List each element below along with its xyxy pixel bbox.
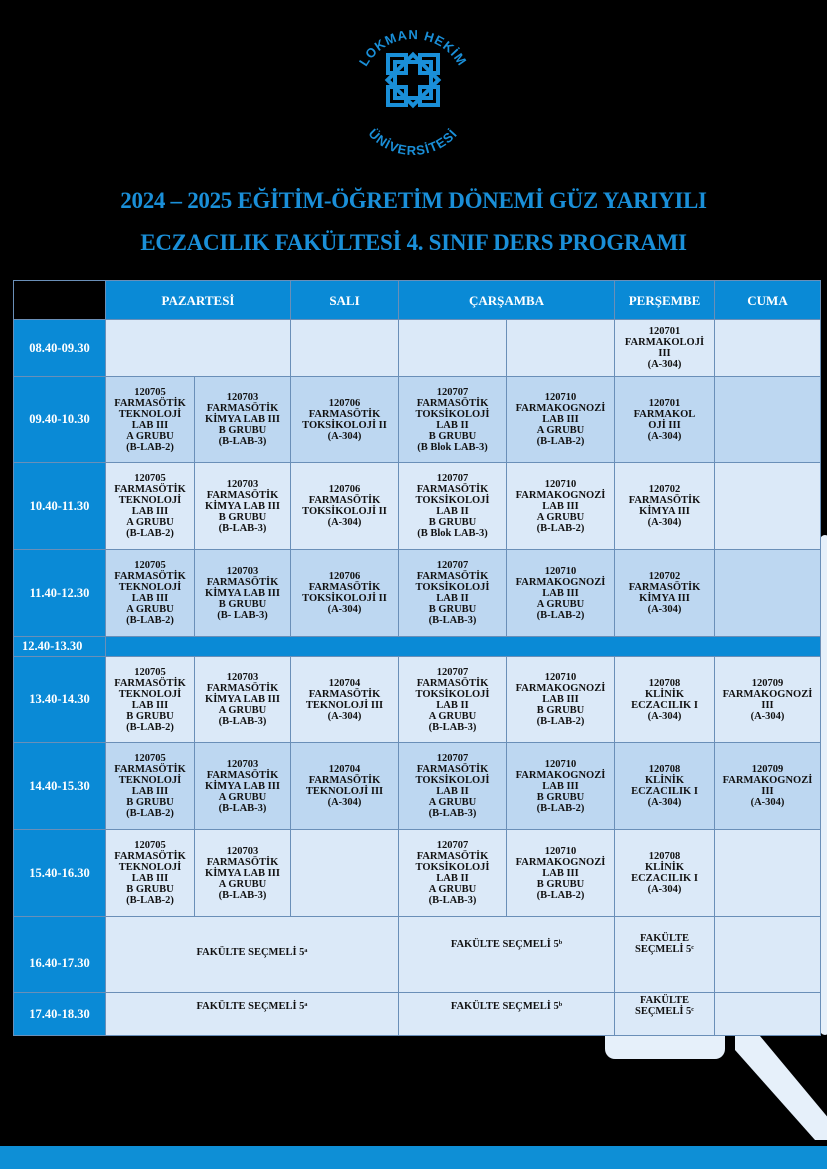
course-line: FARMAKOGNOZİ — [722, 688, 813, 700]
course-line: (B-LAB-2) — [536, 609, 585, 621]
course-line: FARMASÖTİK — [206, 769, 279, 781]
time-cell: 08.40-09.30 — [14, 320, 106, 377]
course-line: A GRUBU — [126, 430, 174, 442]
course-line: 120705 — [134, 666, 166, 678]
day-header: CUMA — [715, 281, 821, 320]
course-line: TEKNOLOJİ III — [305, 786, 384, 797]
empty-cell — [715, 993, 821, 1036]
course-line: FARMAKOGNOZİ — [515, 683, 606, 694]
course-line: TOKSİKOLOJİ — [415, 775, 490, 786]
course-line: KİMYA III — [639, 593, 690, 604]
logo-bottom-text: ÜNİVERSİTESİ — [365, 125, 461, 159]
course-line: (B-LAB-3) — [218, 889, 267, 901]
course-line: 120703 — [226, 392, 259, 403]
course-line: (A-304) — [647, 517, 682, 528]
page-title: 2024 – 2025 EĞİTİM-ÖĞRETİM DÖNEMİ GÜZ YARIYILI — [120, 188, 707, 213]
empty-cell — [715, 830, 821, 917]
course-cell — [399, 830, 507, 917]
course-line: 120705 — [134, 753, 166, 764]
course-line: (A-304) — [327, 797, 362, 808]
course-line: FARMASÖTİK — [416, 397, 489, 409]
course-line: (A-304) — [327, 710, 362, 722]
course-line: (B-LAB-3) — [218, 436, 267, 447]
course-line: TEKNOLOJİ — [118, 688, 182, 700]
empty-cell — [507, 320, 615, 377]
course-line: (B-LAB-2) — [126, 721, 174, 733]
course-cell — [507, 830, 615, 917]
course-line: A GRUBU — [218, 878, 267, 890]
header-row — [14, 281, 821, 320]
course-cell — [195, 463, 291, 550]
course-line: 120709 — [751, 677, 784, 689]
lunch-break-cell — [106, 637, 821, 657]
course-line: (B Blok LAB-3) — [417, 528, 488, 539]
course-line: 120702 — [648, 571, 681, 582]
course-line: (B-LAB-2) — [536, 716, 585, 727]
empty-cell — [715, 917, 821, 993]
course-cell — [106, 377, 195, 463]
page-subtitle: ECZACILIK FAKÜLTESİ 4. SINIF DERS PROGRAMI — [140, 230, 687, 255]
course-line: FARMAKOGNOZİ — [515, 769, 606, 781]
course-line: 120702 — [648, 484, 681, 495]
course-cell — [291, 550, 399, 637]
elective-cell — [615, 993, 715, 1036]
course-line: FARMASÖTİK — [206, 856, 279, 868]
course-line: FARMAKOL — [633, 408, 696, 420]
course-line: A GRUBU — [126, 517, 174, 528]
table-row — [14, 743, 821, 830]
course-line: FARMAKOGNOZİ — [515, 403, 606, 414]
course-line: 120701 — [648, 326, 681, 337]
time-cell: 14.40-15.30 — [14, 743, 106, 830]
table-row — [14, 993, 821, 1036]
course-cell — [291, 657, 399, 743]
course-line: LAB II — [436, 419, 469, 431]
course-line: 120704 — [328, 677, 361, 689]
course-line: FARMAKOGNOZİ — [515, 489, 606, 501]
course-line: FARMASÖTİK — [206, 576, 279, 588]
course-line: 120705 — [134, 560, 166, 571]
course-line: 120705 — [134, 473, 166, 484]
course-line: 120710 — [544, 565, 577, 577]
decorative-shape — [820, 535, 827, 1035]
elective-cell: FAKÜLTE SEÇMELİ 5ᵃ — [106, 917, 399, 993]
course-line: LAB II — [436, 786, 469, 797]
course-line: FARMASÖTİK — [416, 764, 489, 775]
course-cell — [507, 743, 615, 830]
course-line: 120710 — [544, 845, 577, 857]
course-line: SEÇMELİ 5ᶜ — [634, 1006, 695, 1017]
course-cell — [291, 377, 399, 463]
course-line: KİMYA LAB III — [205, 780, 280, 792]
course-line: FARMASÖTİK — [416, 851, 489, 862]
course-line: 120710 — [544, 672, 577, 683]
course-line: (B- LAB-3) — [217, 609, 268, 621]
course-line: LAB II — [436, 699, 469, 711]
course-line: LAB III — [542, 780, 579, 792]
course-cell — [615, 830, 715, 917]
course-line: (B-LAB-2) — [536, 889, 585, 901]
course-line: TOKSİKOLOJİ — [415, 495, 490, 506]
course-line: OJİ III — [648, 419, 681, 431]
course-line: LAB III — [131, 506, 169, 517]
course-line: FARMASÖTİK — [628, 495, 701, 506]
course-line: ECZACILIK I — [631, 699, 698, 711]
course-line: KİMYA LAB III — [205, 587, 280, 599]
time-cell: 16.40-17.30 — [14, 917, 106, 993]
course-line: A GRUBU — [126, 604, 174, 615]
course-line: FARMASÖTİK — [416, 677, 489, 689]
course-line: B GRUBU — [126, 797, 174, 808]
course-line: TOKSİKOLOJİ II — [302, 419, 387, 431]
course-line: TEKNOLOJİ — [118, 408, 182, 420]
course-line: (A-304) — [750, 797, 785, 808]
course-line: 120703 — [226, 758, 259, 770]
course-line: FAKÜLTE — [639, 933, 689, 944]
course-line: KİMYA III — [639, 506, 690, 517]
course-cell — [507, 550, 615, 637]
course-line: LAB III — [542, 694, 579, 705]
time-cell: 11.40-12.30 — [14, 550, 106, 637]
corner-cell — [14, 281, 106, 320]
course-line: (B-LAB-3) — [218, 522, 267, 534]
course-line: LAB II — [436, 873, 469, 884]
lunch-row — [14, 637, 821, 657]
course-line: FARMAKOLOJİ — [624, 337, 705, 348]
elective-cell — [615, 917, 715, 993]
course-line: LAB III — [542, 500, 579, 512]
course-cell — [615, 657, 715, 743]
course-line: 120705 — [134, 386, 166, 398]
course-line: FARMAKOGNOZİ — [515, 856, 606, 868]
empty-cell — [715, 463, 821, 550]
course-line: 120707 — [436, 386, 469, 398]
course-line: A GRUBU — [536, 425, 585, 436]
course-line: KLİNİK — [644, 775, 685, 786]
course-line: (B-LAB-3) — [428, 808, 477, 819]
course-line: (A-304) — [327, 430, 362, 442]
course-line: 120703 — [226, 478, 259, 490]
course-line: B GRUBU — [428, 517, 477, 528]
course-cell — [399, 550, 507, 637]
course-line: TOKSİKOLOJİ II — [302, 593, 387, 604]
course-line: FARMASÖTİK — [114, 571, 186, 582]
empty-cell — [106, 320, 291, 377]
course-line: B GRUBU — [428, 604, 477, 615]
course-line: FARMASÖTİK — [114, 484, 186, 495]
course-line: B GRUBU — [536, 878, 585, 890]
course-line: 120703 — [226, 565, 259, 577]
course-line: 120708 — [648, 764, 681, 775]
course-line: LAB III — [131, 419, 169, 431]
course-line: III — [658, 348, 671, 359]
course-line: (A-304) — [327, 604, 362, 615]
course-line: TOKSİKOLOJİ — [415, 688, 490, 700]
course-line: (B-LAB-3) — [218, 802, 267, 814]
course-line: (B-LAB-3) — [218, 716, 267, 727]
time-cell: 10.40-11.30 — [14, 463, 106, 550]
course-line: LAB III — [131, 593, 169, 604]
course-line: FARMASÖTİK — [114, 677, 186, 689]
course-cell — [715, 743, 821, 830]
course-line: KİMYA LAB III — [205, 414, 280, 425]
course-line: FARMASÖTİK — [628, 582, 701, 593]
course-cell — [615, 320, 715, 377]
logo-top-text: LOKMAN HEKİM — [355, 26, 471, 69]
course-line: TEKNOLOJİ — [118, 775, 182, 786]
course-line: A GRUBU — [428, 710, 477, 722]
course-line: SEÇMELİ 5ᶜ — [634, 944, 695, 955]
time-cell: 15.40-16.30 — [14, 830, 106, 917]
course-line: 120706 — [328, 571, 361, 582]
course-line: 120706 — [328, 397, 361, 409]
course-line: LAB III — [131, 699, 169, 711]
table-row — [14, 657, 821, 743]
course-line: KİMYA LAB III — [205, 500, 280, 512]
course-cell — [195, 743, 291, 830]
day-header: ÇARŞAMBA — [399, 281, 615, 320]
course-line: LAB III — [131, 786, 169, 797]
course-line: FARMASÖTİK — [206, 489, 279, 501]
course-line: 120708 — [648, 677, 681, 689]
course-cell — [195, 830, 291, 917]
course-line: FARMASÖTİK — [416, 484, 489, 495]
course-line: FARMAKOGNOZİ — [722, 775, 813, 786]
course-cell — [507, 657, 615, 743]
course-cell — [715, 657, 821, 743]
table-row — [14, 320, 821, 377]
course-line: FAKÜLTE — [639, 995, 689, 1006]
course-line: FARMASÖTİK — [114, 764, 186, 775]
course-line: (B-LAB-2) — [536, 436, 585, 447]
empty-cell — [715, 550, 821, 637]
decorative-shape — [735, 1030, 827, 1140]
day-header: PERŞEMBE — [615, 281, 715, 320]
course-line: TEKNOLOJİ — [118, 582, 182, 593]
course-line: LAB III — [542, 414, 579, 425]
course-line: FARMAKOGNOZİ — [515, 576, 606, 588]
course-line: FARMASÖTİK — [308, 582, 381, 593]
course-line: FARMASÖTİK — [308, 688, 381, 700]
course-line: FARMASÖTİK — [206, 683, 279, 694]
course-cell — [615, 463, 715, 550]
course-line: TOKSİKOLOJİ II — [302, 506, 387, 517]
course-line: (A-304) — [647, 604, 682, 615]
course-line: B GRUBU — [536, 705, 585, 716]
course-cell — [399, 657, 507, 743]
course-line: A GRUBU — [428, 797, 477, 808]
course-line: (B-LAB-3) — [428, 615, 477, 626]
course-line: 120708 — [648, 851, 681, 862]
svg-text:ÜNİVERSİTESİ — [366, 126, 461, 158]
course-cell — [399, 743, 507, 830]
elective-cell: FAKÜLTE SEÇMELİ 5ᵇ — [399, 917, 615, 993]
course-cell — [615, 377, 715, 463]
course-line: TOKSİKOLOJİ — [415, 582, 490, 593]
course-line: (B-LAB-2) — [126, 528, 174, 539]
course-line: 120705 — [134, 840, 166, 851]
course-cell — [291, 463, 399, 550]
empty-cell — [399, 320, 507, 377]
course-line: A GRUBU — [536, 511, 585, 523]
course-cell — [399, 463, 507, 550]
table-row — [14, 917, 821, 993]
course-cell — [615, 550, 715, 637]
course-line: LAB III — [131, 873, 169, 884]
course-line: ECZACILIK I — [631, 873, 698, 884]
table-row — [14, 463, 821, 550]
course-line: KİMYA LAB III — [205, 867, 280, 879]
course-cell — [195, 657, 291, 743]
time-cell: 09.40-10.30 — [14, 377, 106, 463]
course-line: (A-304) — [647, 359, 682, 370]
course-line: A GRUBU — [536, 598, 585, 610]
course-line: (A-304) — [647, 710, 682, 722]
course-line: III — [761, 786, 774, 797]
course-line: KİMYA LAB III — [205, 694, 280, 705]
course-line: 120710 — [544, 478, 577, 490]
table-row — [14, 830, 821, 917]
course-line: FARMASÖTİK — [308, 495, 381, 506]
course-line: 120701 — [648, 397, 681, 409]
course-line: A GRUBU — [428, 884, 477, 895]
course-line: (B-LAB-2) — [126, 808, 174, 819]
course-line: LAB II — [436, 593, 469, 604]
course-line: (B-LAB-2) — [126, 895, 174, 906]
course-line: FARMASÖTİK — [206, 403, 279, 414]
course-line: (B-LAB-2) — [126, 615, 174, 626]
course-line: III — [761, 699, 774, 711]
course-line: 120707 — [436, 666, 469, 678]
course-line: (A-304) — [647, 884, 682, 895]
course-line: A GRUBU — [218, 705, 267, 716]
table-row — [14, 377, 821, 463]
empty-cell — [291, 320, 399, 377]
course-line: A GRUBU — [218, 791, 267, 803]
course-line: KLİNİK — [644, 862, 685, 873]
course-line: 120703 — [226, 845, 259, 857]
course-line: B GRUBU — [126, 884, 174, 895]
decorative-shape — [605, 1035, 725, 1059]
time-cell: 12.40-13.30 — [14, 637, 106, 657]
course-line: (B-LAB-2) — [126, 441, 174, 453]
course-line: 120709 — [751, 764, 784, 775]
course-line: B GRUBU — [126, 710, 174, 722]
course-line: KLİNİK — [644, 688, 685, 700]
elective-cell: FAKÜLTE SEÇMELİ 5ᵇ — [399, 993, 615, 1036]
course-line: (A-304) — [647, 430, 682, 442]
footer-bar — [0, 1146, 827, 1169]
day-header: SALI — [291, 281, 399, 320]
course-line: B GRUBU — [218, 511, 267, 523]
course-line: TOKSİKOLOJİ — [415, 408, 490, 420]
course-line: ECZACILIK I — [631, 786, 698, 797]
course-cell — [195, 550, 291, 637]
course-line: TEKNOLOJİ III — [305, 699, 384, 711]
course-line: FARMASÖTİK — [114, 397, 186, 409]
university-logo — [340, 20, 486, 160]
course-line: (B-LAB-3) — [428, 721, 477, 733]
course-line: LAB III — [542, 867, 579, 879]
course-line: (B-LAB-2) — [536, 802, 585, 814]
course-cell — [195, 377, 291, 463]
course-line: 120710 — [544, 392, 577, 403]
time-cell: 17.40-18.30 — [14, 993, 106, 1036]
empty-cell — [715, 320, 821, 377]
course-line: FARMASÖTİK — [114, 851, 186, 862]
course-line: (B Blok LAB-3) — [417, 441, 488, 453]
course-cell — [291, 743, 399, 830]
course-cell — [615, 743, 715, 830]
course-line: TOKSİKOLOJİ — [415, 862, 490, 873]
course-line: FARMASÖTİK — [416, 571, 489, 582]
course-cell — [106, 657, 195, 743]
course-line: LAB III — [542, 587, 579, 599]
course-line: 120704 — [328, 764, 361, 775]
course-cell — [507, 463, 615, 550]
course-cell — [399, 377, 507, 463]
course-cell — [106, 830, 195, 917]
schedule-table — [13, 280, 821, 1036]
course-line: TEKNOLOJİ — [118, 495, 182, 506]
course-line: 120707 — [436, 753, 469, 764]
table-row — [14, 550, 821, 637]
course-line: (A-304) — [327, 517, 362, 528]
course-cell — [106, 550, 195, 637]
course-line: TEKNOLOJİ — [118, 862, 182, 873]
course-line: 120707 — [436, 473, 469, 484]
time-cell: 13.40-14.30 — [14, 657, 106, 743]
course-line: 120707 — [436, 840, 469, 851]
course-line: (B-LAB-2) — [536, 522, 585, 534]
course-line: LAB II — [436, 506, 469, 517]
course-line: 120707 — [436, 560, 469, 571]
course-line: B GRUBU — [218, 425, 267, 436]
empty-cell — [291, 830, 399, 917]
empty-cell — [715, 377, 821, 463]
course-line: B GRUBU — [218, 598, 267, 610]
course-line: 120710 — [544, 758, 577, 770]
course-cell — [106, 743, 195, 830]
course-cell — [106, 463, 195, 550]
course-line: 120706 — [328, 484, 361, 495]
course-line: (A-304) — [647, 797, 682, 808]
course-cell — [507, 377, 615, 463]
elective-cell: FAKÜLTE SEÇMELİ 5ᵃ — [106, 993, 399, 1036]
course-line: FARMASÖTİK — [308, 408, 381, 420]
course-line: 120703 — [226, 672, 259, 683]
course-line: B GRUBU — [428, 430, 477, 442]
day-header: PAZARTESİ — [106, 281, 291, 320]
course-line: FARMASÖTİK — [308, 775, 381, 786]
course-line: B GRUBU — [536, 791, 585, 803]
course-line: (A-304) — [750, 710, 785, 722]
course-line: (B-LAB-3) — [428, 895, 477, 906]
